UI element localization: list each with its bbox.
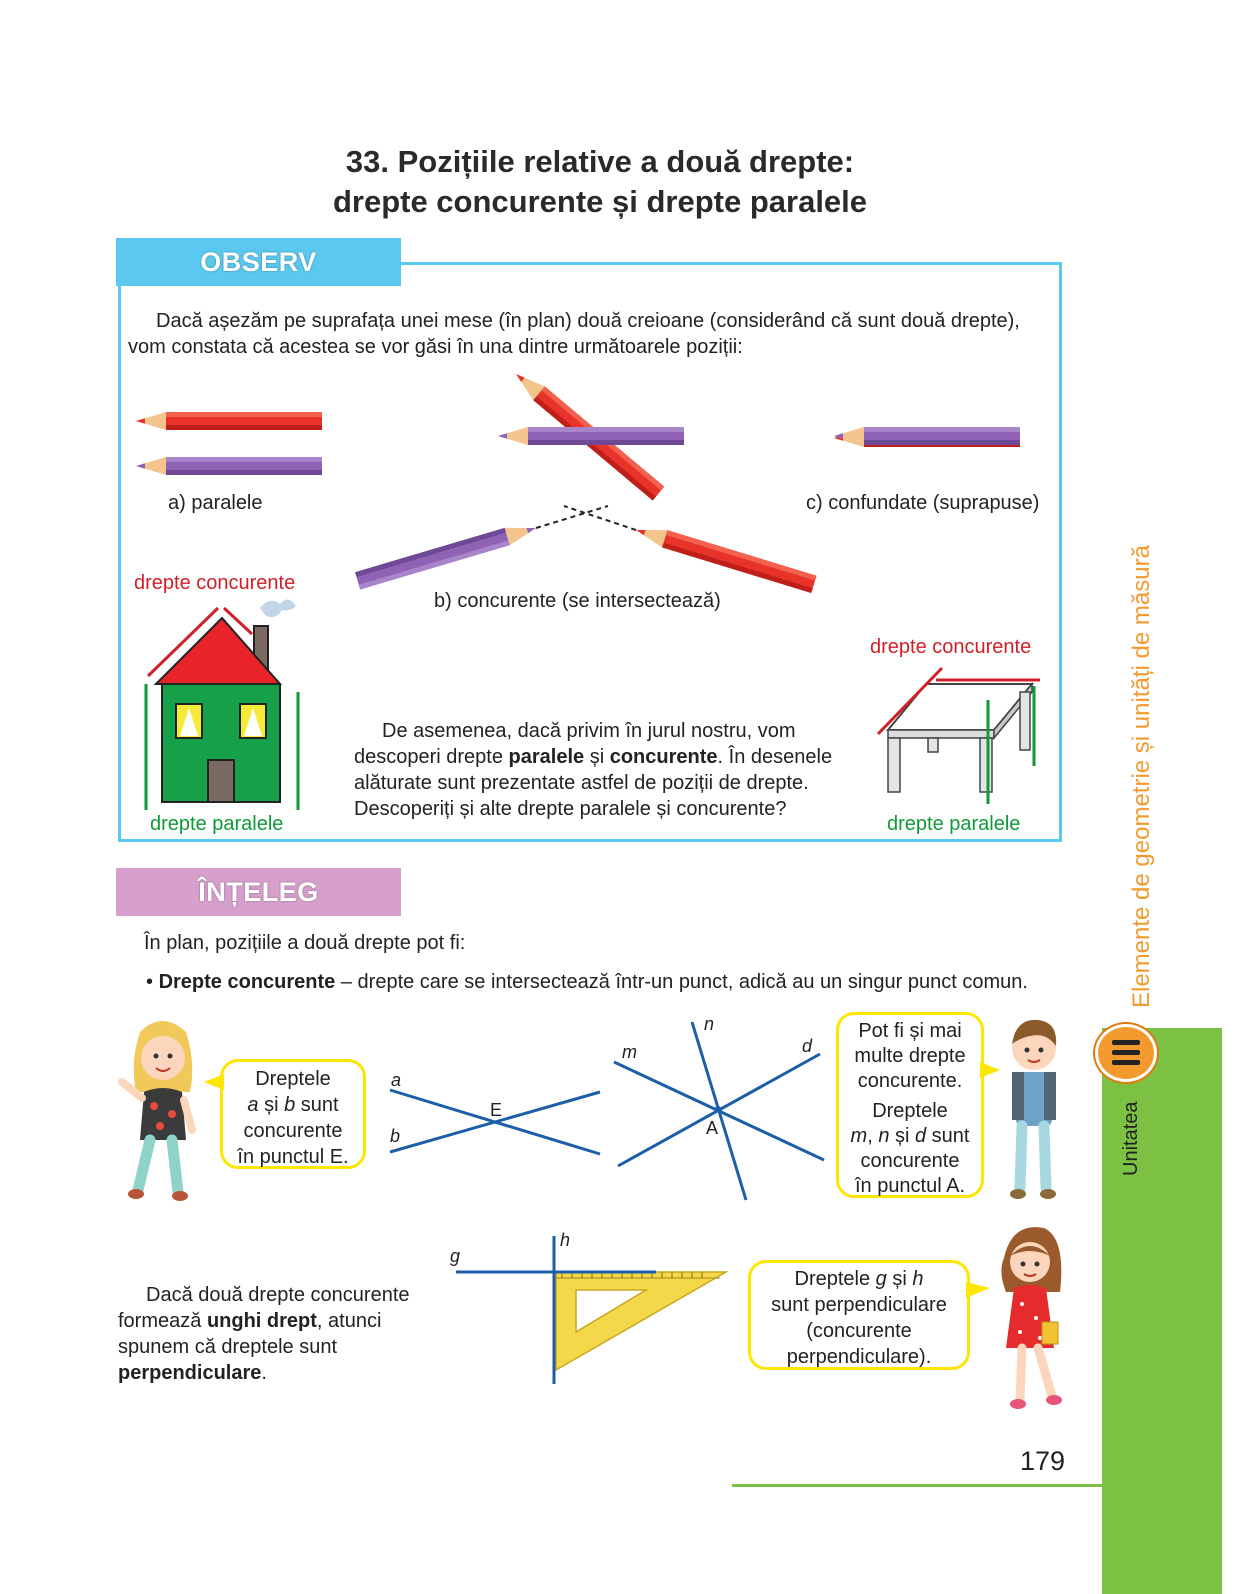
perp-line1: Dacă două drepte concurente <box>146 1284 410 1306</box>
perp-line4 <box>118 1360 438 1386</box>
boy-character <box>998 1014 1068 1202</box>
page-title-line1: 33. Pozițiile relative a două drepte: <box>345 144 855 179</box>
observ-paragraph <box>354 718 846 822</box>
table-illustration <box>872 662 1042 812</box>
house-illustration <box>140 592 320 818</box>
pencil-purple-b <box>355 519 538 589</box>
observ-header: OBSERV <box>116 238 401 286</box>
bubble1-line: a și b sunt <box>247 1094 339 1116</box>
bubble2-line: concurente. <box>857 1070 963 1092</box>
label-point-A: A <box>706 1118 719 1138</box>
smoke-icon <box>260 599 296 617</box>
pencil-red-a <box>136 412 322 430</box>
para-bold-paralele: paralele <box>508 746 585 768</box>
inteleg-bullet <box>146 969 1028 995</box>
para-text: descoperi drepte <box>354 746 509 768</box>
bubble3-line: (concurente <box>806 1320 912 1342</box>
bubble3-line: sunt perpendiculare <box>771 1294 947 1316</box>
perp-text: formează <box>118 1310 207 1332</box>
bubble-tail-3 <box>966 1280 990 1300</box>
label-line-b: b <box>390 1126 401 1146</box>
label-point-E: E <box>490 1100 503 1120</box>
label-confundate: c) confundate (suprapuse) <box>806 492 1040 514</box>
observ-para-line3: alăturate sunt prezentate astfel de poziții de drepte. <box>354 772 809 794</box>
bullet-bold: Drepte concurente <box>158 971 336 993</box>
para-bold-concurente: concurente <box>609 746 718 768</box>
perp-bold-unghi: unghi drept <box>206 1310 317 1332</box>
bubble-tail-1 <box>204 1072 224 1092</box>
inteleg-intro: În plan, pozițiile a două drepte pot fi: <box>144 932 466 954</box>
label-concurente: b) concurente (se intersectează) <box>434 590 721 612</box>
bubble2-line: m, n și d sunt <box>850 1125 970 1147</box>
chapter-title-vertical: Elemente de geometrie și unități de măsură <box>1128 545 1155 1008</box>
label-line-d: d <box>802 1036 813 1056</box>
label-line-n: n <box>704 1014 715 1034</box>
observ-intro-line2: vom constata că acestea se vor găsi în una dintre următoarele poziții: <box>128 336 743 358</box>
bubble1-line: Dreptele <box>255 1068 331 1090</box>
bullet-icon: • <box>146 971 154 993</box>
observ-para-line4: Descoperiți și alte drepte paralele și concurente? <box>354 798 787 820</box>
label-line-h: h <box>560 1230 571 1250</box>
perpendicular-lines-gh <box>450 1232 730 1388</box>
girl-character-1 <box>112 1014 212 1204</box>
house-parallel-label: drepte paralele <box>150 813 284 835</box>
perp-text: . <box>261 1362 267 1384</box>
speech-bubble-3 <box>748 1260 970 1370</box>
page-number: 179 <box>1020 1446 1066 1476</box>
bubble2-line: în punctul A. <box>854 1175 966 1197</box>
perp-line3: spunem că dreptele sunt <box>118 1336 338 1358</box>
unit-label-vertical: Unitatea <box>1120 1101 1142 1176</box>
pencil-purple-a <box>136 457 322 475</box>
bubble1-line: în punctul E. <box>237 1146 349 1168</box>
point-A <box>715 1106 721 1112</box>
observ-intro-line1: Dacă așezăm pe suprafața unei mese (în plan) două creioane (considerând că sunt două drepte), <box>156 310 1020 332</box>
perp-line2 <box>118 1308 438 1334</box>
para-text: și <box>584 746 610 768</box>
perpendicular-paragraph <box>118 1282 438 1386</box>
para-text: . În desenele <box>717 746 833 768</box>
label-line-g: g <box>450 1246 461 1266</box>
bubble2-line: concurente <box>860 1150 960 1172</box>
perp-bold-perpendiculare: perpendiculare <box>118 1362 262 1384</box>
bullet-text: – drepte care se intersectează într-un punct, adică au un singur punct comun. <box>335 971 1028 993</box>
label-paralele: a) paralele <box>168 492 263 514</box>
observ-para-line1: De asemenea, dacă privim în jurul nostru, vom <box>382 720 796 742</box>
bubble3-line: perpendiculare). <box>786 1346 932 1368</box>
speech-bubble-1 <box>220 1059 366 1169</box>
bubble2-line: Pot fi și mai <box>858 1020 962 1042</box>
bubble2-line: Dreptele <box>872 1100 948 1122</box>
perp-text: , atunci <box>316 1310 382 1332</box>
bubble3-line: Dreptele g și h <box>794 1268 924 1290</box>
speech-bubble-2 <box>836 1012 984 1198</box>
footer-rule <box>732 1484 1102 1487</box>
girl-character-2 <box>990 1222 1070 1412</box>
label-line-m: m <box>622 1042 637 1062</box>
bubble-tail-2 <box>980 1060 1000 1080</box>
menu-icon[interactable] <box>1095 1024 1157 1082</box>
label-line-a: a <box>391 1070 402 1090</box>
bubble1-line: concurente <box>243 1120 343 1142</box>
page-title-line2: drepte concurente și drepte paralele <box>332 184 868 219</box>
table-concurrent-label: drepte concurente <box>870 636 1032 658</box>
house-concurrent-label: drepte concurente <box>134 572 296 594</box>
observ-para-line2 <box>354 744 846 770</box>
pencil-purple-cross <box>498 427 684 445</box>
table-parallel-label: drepte paralele <box>887 813 1021 835</box>
inteleg-header: ÎNȚELEG <box>116 868 401 916</box>
pencil-red-b <box>633 521 816 593</box>
pencil-purple-c <box>834 427 1020 445</box>
bubble2-line: multe drepte <box>854 1045 966 1067</box>
